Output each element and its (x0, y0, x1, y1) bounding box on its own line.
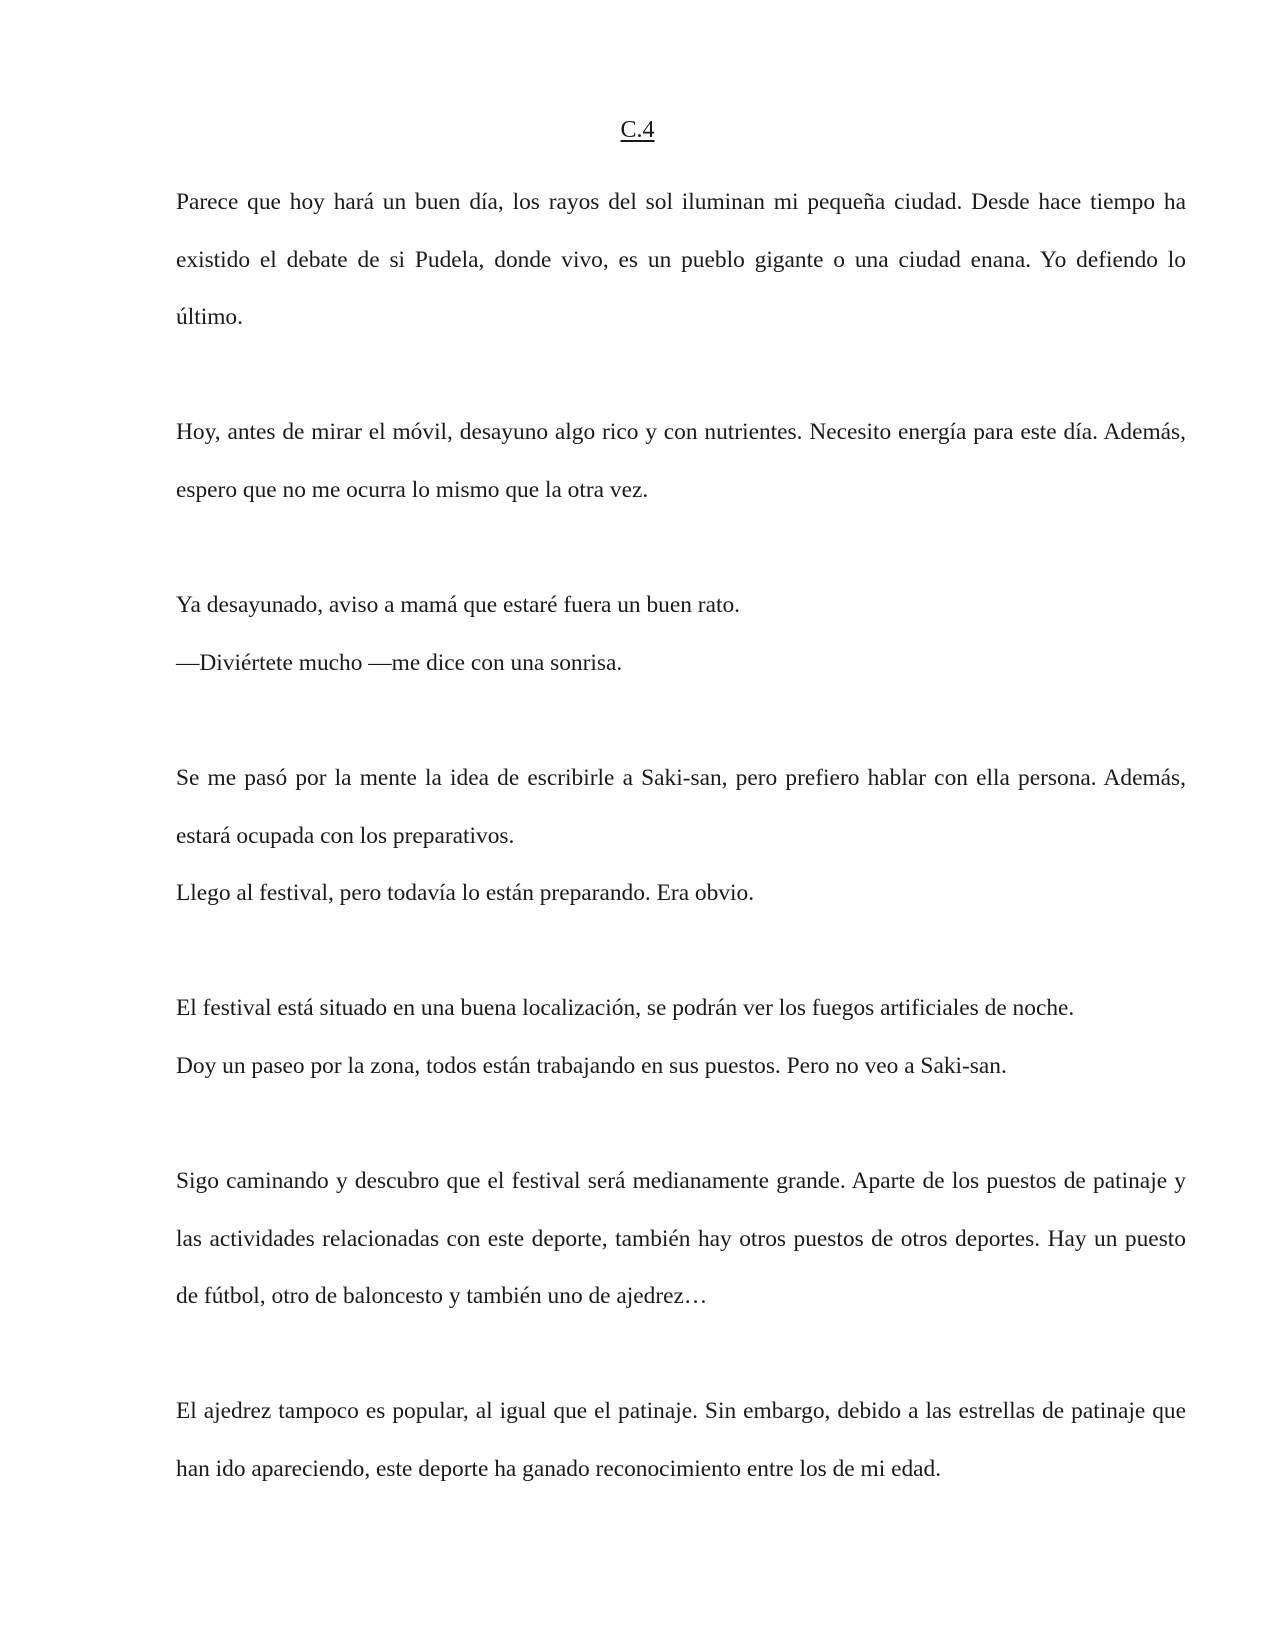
paragraph: Llego al festival, pero todavía lo están preparando. Era obvio. (176, 880, 755, 907)
paragraph: Ya desayunado, aviso a mamá que estaré fuera un buen rato. (176, 592, 741, 619)
paragraph-gap (176, 1096, 1186, 1154)
paragraph-gap (176, 520, 1186, 578)
chapter-title-text: C.4 (620, 117, 655, 143)
paragraph: Doy un paseo por la zona, todos están trabajando en sus puestos. Pero no veo a Saki-san. (176, 1052, 1007, 1079)
chapter-title (0, 115, 1275, 145)
paragraph: Hoy, antes de mirar el móvil, desayuno algo rico y con nutrientes. Necesito energía para este día. Además, espero que no me ocurra lo mismo que la otra vez. (176, 419, 1186, 503)
paragraph: El ajedrez tampoco es popular, al igual que el patinaje. Sin embargo, debido a las estrellas de patinaje que han ido apareciendo, este deporte ha ganado reconocimiento entre los de mi edad. (176, 1398, 1186, 1483)
paragraph-gap (176, 1326, 1186, 1384)
paragraph-gap (176, 347, 1186, 405)
paragraph: Parece que hoy hará un buen día, los rayos del sol iluminan mi pequeña ciudad. Desde hace tiempo ha existido el debate de si Pudela, donde vivo, es un pueblo gigante o una ciudad enana. Yo defiendo lo último. (176, 189, 1186, 331)
paragraph: Sigo caminando y descubro que el festival será medianamente grande. Aparte de los puestos de patinaje y las actividades relacionadas con este deporte, también hay otros puestos de otros deportes. Hay un puesto de fútbol, otro de baloncesto y también uno de ajedrez… (176, 1168, 1186, 1310)
paragraph-gap (176, 923, 1186, 981)
paragraph-gap (176, 692, 1186, 750)
paragraph: El festival está situado en una buena localización, se podrán ver los fuegos artificiales de noche. (176, 995, 1075, 1022)
dialogue-line: —Diviértete mucho —me dice con una sonrisa. (176, 649, 623, 676)
paragraph: Se me pasó por la mente la idea de escribirle a Saki-san, pero prefiero hablar con ella persona. Además, estará ocupada con los preparativos. (176, 764, 1186, 849)
chapter-body (176, 174, 1186, 1499)
